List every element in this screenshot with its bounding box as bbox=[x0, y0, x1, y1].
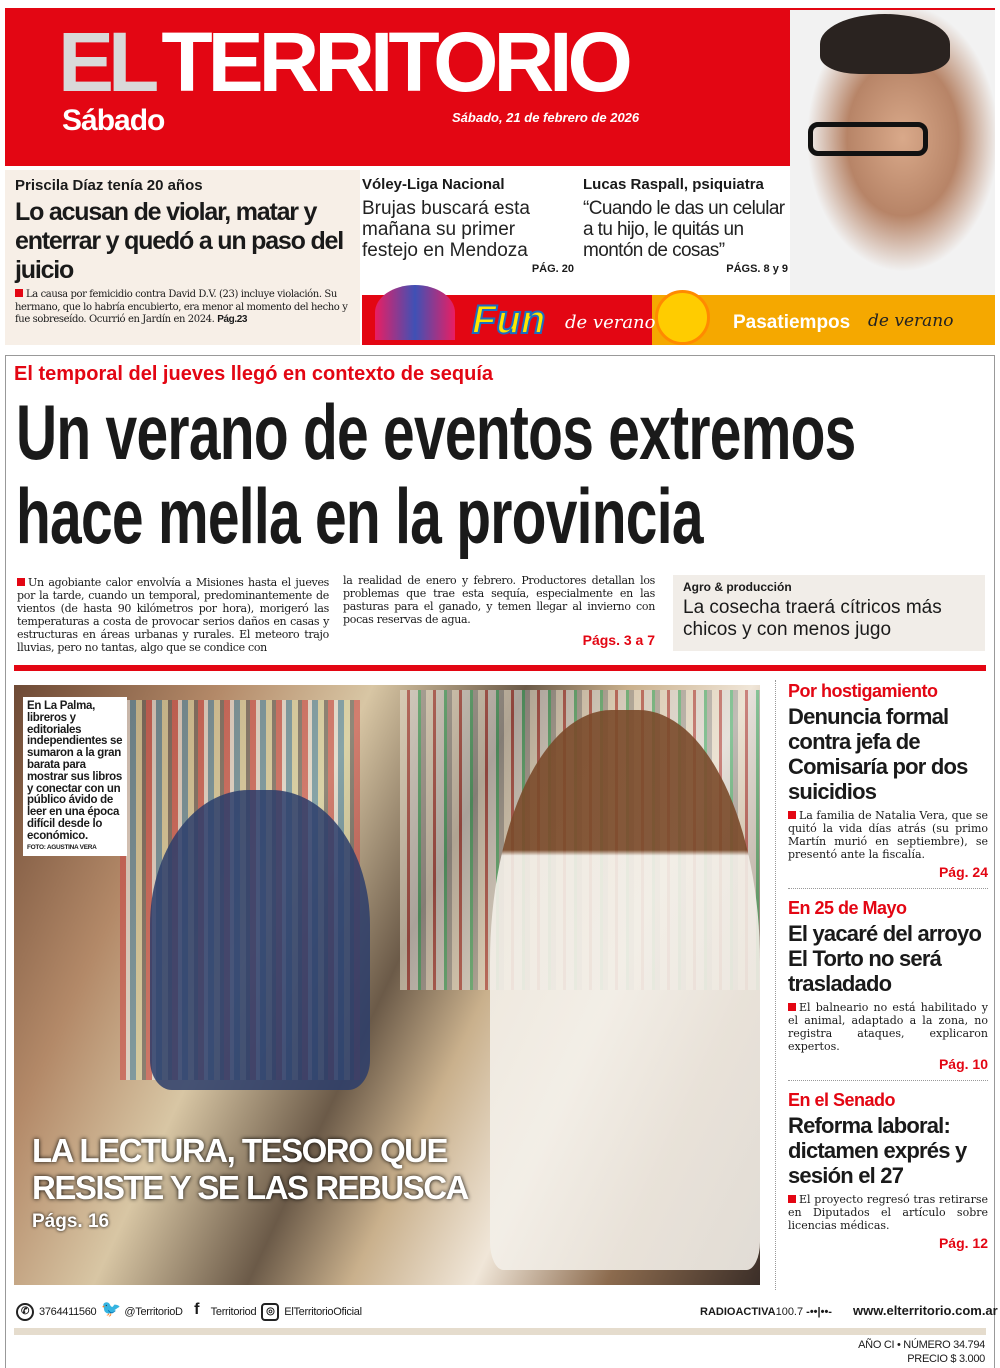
divider bbox=[788, 888, 988, 889]
twitter-handle[interactable]: @TerritorioD bbox=[124, 1306, 183, 1318]
portrait-hair bbox=[820, 14, 950, 74]
whatsapp-icon: ✆ bbox=[16, 1303, 34, 1321]
social-footer bbox=[16, 1303, 362, 1321]
instagram-handle[interactable]: ElTerritorioOficial bbox=[284, 1306, 362, 1318]
reader-left bbox=[150, 790, 370, 1090]
story-headline: “Cuando le das un celular a tu hijo, le quitás un montón de cosas” bbox=[583, 198, 785, 261]
story-page: PÁG. 20 bbox=[531, 263, 574, 275]
lead-kicker: El temporal del jueves llegó en contexto de sequía bbox=[14, 363, 494, 385]
reader-right bbox=[490, 710, 760, 1270]
agro-kicker: Agro & producción bbox=[683, 580, 792, 594]
right-column bbox=[775, 680, 990, 1290]
lead-headline-line2[interactable]: hace mella en la provincia bbox=[16, 472, 703, 560]
logo-el: EL bbox=[58, 15, 154, 109]
story-summary: La causa por femicidio contra David D.V. (23) incluye violación. Su hermano, que lo habría encubierto, era menor al momento del hecho y fue sobreseído. Ocurrió en Jardín en 2024. bbox=[15, 289, 348, 325]
agro-headline: La cosecha traerá cítricos más chicos y con menos jugo bbox=[683, 597, 942, 640]
footer-bar bbox=[14, 1328, 986, 1335]
story-kicker: En el Senado bbox=[788, 1090, 896, 1110]
price: PRECIO $ 3.000 bbox=[907, 1353, 985, 1365]
photo-story[interactable] bbox=[32, 1132, 472, 1234]
story-page: Pág. 24 bbox=[938, 864, 988, 880]
bullet-icon bbox=[17, 578, 25, 586]
sun-icon bbox=[655, 290, 710, 345]
bullet-icon bbox=[788, 1003, 796, 1011]
story-kicker: Lucas Raspall, psiquiatra bbox=[583, 176, 764, 193]
story-reforma[interactable] bbox=[788, 1089, 988, 1252]
whatsapp-number[interactable]: 3764411560 bbox=[39, 1306, 97, 1318]
pasatiempos-subtitle: de verano bbox=[868, 311, 954, 331]
facebook-icon: f bbox=[194, 1301, 200, 1318]
lead-page: Págs. 3 a 7 bbox=[582, 632, 655, 648]
day-label: Sábado bbox=[62, 104, 165, 137]
portrait-glasses bbox=[808, 122, 928, 156]
instagram-icon: ◎ bbox=[261, 1303, 279, 1321]
bullet-icon bbox=[788, 811, 796, 819]
issue-date: Sábado, 21 de febrero de 2026 bbox=[452, 110, 640, 125]
photo-credit: FOTO: AGUSTINA VERA bbox=[27, 843, 97, 851]
divider bbox=[788, 1080, 988, 1081]
story-hostigamiento[interactable] bbox=[788, 680, 988, 881]
radio-name: RADIOACTIVA bbox=[700, 1306, 776, 1318]
story-kicker: En 25 de Mayo bbox=[788, 898, 907, 918]
twitter-icon: 🐦 bbox=[101, 1301, 121, 1318]
story-page: Pág. 10 bbox=[938, 1056, 988, 1072]
facebook-handle[interactable]: Territoriod bbox=[210, 1306, 257, 1318]
pasatiempos-label: Pasatiempos bbox=[733, 312, 851, 333]
story-headline: El yacaré del arroyo El Torto no será trasladado bbox=[788, 921, 982, 996]
story-page: Pág. 12 bbox=[938, 1235, 988, 1251]
lead-body-col2: la realidad de enero y febrero. Productores detallan los problemas que trae esta sequía, especialmente en las pasturas para el ganado, y temen llegar al invierno con pocas reservas de agua. bbox=[343, 574, 655, 626]
red-divider bbox=[14, 665, 986, 671]
fun-logo: Fun bbox=[472, 298, 546, 342]
website-link[interactable]: www.elterritorio.com.ar bbox=[853, 1303, 998, 1318]
soundwave-icon: -••|••- bbox=[803, 1306, 832, 1318]
photo-headline: LA LECTURA, TESORO QUE RESISTE Y SE LAS REBUSCA bbox=[32, 1132, 468, 1206]
caption-text: En La Palma, libreros y editoriales independientes se sumaron a la gran barata para mostrar sus libros y conectar con un público ávido de leer en una época difícil desde lo económico. bbox=[27, 700, 123, 842]
photo-page: Págs. 16 bbox=[32, 1211, 110, 1232]
fun-subtitle: de verano bbox=[565, 312, 656, 333]
lead-headline-line1[interactable]: Un verano de eventos extremos bbox=[16, 388, 856, 476]
story-page: Pág.23 bbox=[217, 314, 248, 325]
edition-number: AÑO CI • NÚMERO 34.794 bbox=[858, 1339, 985, 1351]
photo-caption bbox=[23, 697, 127, 856]
story-headline: Reforma laboral: dictamen exprés y sesión el 27 bbox=[788, 1113, 967, 1188]
story-summary: El proyecto regresó tras retirarse en Diputados el artículo sobre licencias médicas. bbox=[788, 1193, 988, 1232]
story-summary: La familia de Natalia Vera, que se quitó la vida días atrás (su primo Martín murió en septiembre), se presentó ante la fiscalía. bbox=[788, 809, 988, 861]
story-page: PÁGS. 8 y 9 bbox=[726, 263, 788, 275]
logo-territorio: TERRITORIO bbox=[161, 15, 628, 109]
logo[interactable] bbox=[58, 15, 628, 109]
bullet-icon bbox=[788, 1195, 796, 1203]
story-raspall[interactable] bbox=[583, 176, 788, 276]
story-headline: Brujas buscará esta mañana su primer festejo en Mendoza bbox=[362, 198, 530, 261]
radio-logo[interactable] bbox=[700, 1305, 832, 1319]
story-yacare[interactable] bbox=[788, 897, 988, 1073]
bullet-icon bbox=[15, 289, 23, 297]
story-summary: El balneario no está habilitado y el animal, adaptado a la zona, no registra ataques, explicaron expertos. bbox=[788, 1001, 988, 1053]
story-headline: Denuncia formal contra jefa de Comisaría por dos suicidios bbox=[788, 704, 968, 804]
story-kicker: Vóley-Liga Nacional bbox=[362, 176, 505, 193]
lead-body-col1: Un agobiante calor envolvía a Misiones hasta el jueves por la tarde, cuando un temporal, predominantemente de vientos (de hasta 90 kilómetros por hora), morigeró las temperaturas a costa de provocar serios daños en casas y estructuras en áreas urbanas y rurales. El meteoro trajo lluvias, pero no tantas, algo que se condice con bbox=[17, 576, 329, 654]
story-kicker: Por hostigamiento bbox=[788, 681, 938, 701]
beach-umbrella-icon bbox=[375, 285, 455, 340]
story-kicker: Priscila Díaz tenía 20 años bbox=[15, 177, 203, 194]
radio-frequency: 100.7 bbox=[775, 1306, 804, 1318]
agro-story[interactable] bbox=[673, 575, 985, 651]
story-headline: Lo acusan de violar, matar y enterrar y quedó a un paso del juicio bbox=[15, 198, 343, 284]
story-priscila[interactable] bbox=[5, 170, 360, 345]
story-voley[interactable] bbox=[362, 176, 574, 276]
edition-info bbox=[800, 1338, 985, 1366]
